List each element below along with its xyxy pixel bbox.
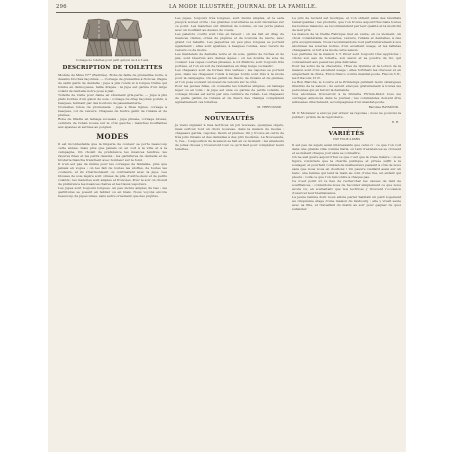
modes-paragraph: Les jupes, toujours très longues, sont moins amples, et le sera jusqu’à nouvel ordre ; les grandes couturières se sont déclarées sur ce point. Les manches ont diminué de volume, on les porte plates avec un bouffant au-dessus du coude. <box>175 16 284 32</box>
nouveautes-signature: Baronne RAYMOND. <box>368 105 399 109</box>
description-paragraph: Robe de fillette en lainage écossais ; jupe plissée, corsage blousé, ceinture de ruban nouée sur le côté gauche ; manches bouffantes aux épaules et serrées au poignet. <box>58 117 167 130</box>
column-3 <box>292 16 401 211</box>
figure-caption: Corsage de toilettes pour petit garçon de 4 à 5 ans. <box>75 58 150 62</box>
costume-left <box>83 19 113 56</box>
nouveautes-paragraph: Pour les soins de la chevelure, l’Eau de Quinine et la Lotion de la maison sont d’un excellent usage ; elles fortifient les cheveux et en empêchent la chute. Envoi franco contre mandat-poste. Flacon 3 fr., les 6 flacons 15 fr. <box>292 64 401 80</box>
varietes-paragraph: Ce n’est point ici le lieu de rechercher les causes de tant de souffrances ; contentons-nous de raconter simplement ce que nous avons vu, en souhaitant que nos lectrices y trouvent l’occasion d’exercer leur bienfaisance. <box>292 179 401 195</box>
modes-paragraph: Il n’en est pas de même pour les corsages de fantaisie, plus que jamais en vogue ; on les fait de toutes les étoffes, de toutes les couleurs, et ils s’harmonisent ou contrastent avec la jupe. Les blouses de soie légère sont ornées de plis, d’entre-deux et de petits volants ; les manches sont amples et froncées. Pour le soir on choisit de préférence les nuances claires et les tissus vaporeux. <box>58 162 167 187</box>
description-paragraph: Nouvelles robes de promenade : jupe à fines lignes, corsage à basques, col de velours. Chapeau de feutre garni de rubans et de plumes. <box>58 105 167 118</box>
nouveautes-paragraph: Le prix de revient est modique, et l’on obtient ainsi des résultats remarquables ; les produits, que l’on trouve aujourd’hui dans toutes les bonnes maisons, se recommandent par leur qualité et la modicité de leur prix. <box>292 16 401 32</box>
nouveautes-paragraph: Je viens signaler à mes lectrices un joli nouveau, quelques objets, mais surtout tout un choix nouveau, dans la maison de modes : chapeaux garnis, capotes, fleurs et plumes. On y trouve en outre de très jolis rubans et des dentelles à des prix modérés. La Nouveauté, 5, rue... L’exposition de la saison se fait en ce moment ; les amateurs de jolies choses y trouveront tout ce qu’il faut pour compléter leurs toilettes. <box>175 123 284 151</box>
modes-paragraph: Les mantelets de dentelle noire et de soie, garnis de ruches et de jais, sont réservés aux dames âgées ; on les double de soie de couleur. Les capes courtes plissées, à col Médicis, sont toujours très portées, et l’on en voit de ravissantes en drap beige ou mastic. <box>175 52 284 68</box>
modes-paragraph: Il est incontestable que la lingerie de couleur se porte beaucoup cette année, mais plus que jamais on en voit à la ville et à la campagne. On choisit de préférence les nuances tendres, les rayures fines et les petits dessins ; les garnitures de dentelle et de broderie blanche tranchent avec bonheur sur le fond. <box>58 142 167 163</box>
modes-paragraph: Les chapeaux sont de formes très variées ; les capotes se portent peu, mais les chapeaux ronds à larges bords sont très à la mode pour la campagne. On les garnit de fleurs, de rubans et de plumes, et l’on pose souvent un nœud de velours sur le côté. <box>175 68 284 84</box>
section-divider <box>332 127 362 128</box>
varietes-subtitle: UNE FOLIE À PARIS <box>332 138 361 141</box>
varietes-paragraph: La jeune femme dont nous allons parler habitait un petit logement au cinquième étage d’une maison du faubourg ; elle y vivait seule avec sa fille, et travaillait du matin au soir pour gagner de quoi subsister. <box>292 195 401 211</box>
children-costumes-engraving <box>82 16 144 58</box>
nouveautes-paragraph: La maison de la Vieille Fabrique met en vente, en ce moment, un choix considérable de soieries, velours, rubans et dentelles, à des prix exceptionnels. Nous recommandons tout particulièrement à nos abonnées les soieries noires, d’un excellent usage, et les taffetas changeants, si fort à la mode cette saison. <box>292 32 401 52</box>
description-paragraph: Toilette de visite pour dame en vêtement gris-perle. — Jupe à plis plats bordée d’un galon de soie ; corsage de drap façonné pointu, à basques, fermant par des boutons de passementerie. <box>58 93 167 106</box>
varietes-paragraph: On ne sait guère aujourd’hui ce que c’est que la vraie misère ; on se figure volontiers que la charité publique et privée suffit à la soulager, et pourtant combien de malheureux passent à côté de nous sans que nous nous en doutions ! Un pauvre vieillard assis sur un banc, une femme qui tend la main au coin d’une rue, un enfant qui pleure : voilà ce que l’on rencontre à chaque pas. <box>292 155 401 179</box>
modes-paragraph: Les paletots courts sont très en faveur ; on les fait en drap de nuances claires, ornés de piqûres et de boutons de nacre, avec grand col rabattu. Les jaquettes un peu plus longues se portent également ; elles sont ajustées, à basques rondes, avec revers de velours ou de moire. <box>175 32 284 52</box>
costume-right <box>112 19 142 56</box>
modes-signature: M. TRÉFOUSSE. <box>257 105 282 109</box>
correspondence-note: M. P. Monsieur a envoyé par erreur sa réponse ; nous ne pouvons la publier ; prière de la reproduire. <box>292 111 401 119</box>
varietes-heading: VARIÉTÉS <box>328 131 365 137</box>
section-divider <box>215 112 245 113</box>
description-heading: DESCRIPTION DE TOILETTES <box>62 65 163 72</box>
nouveautes-paragraph: Nos abonnées trouveront à la librairie Firmin-Didot tous les ouvrages annoncés dans le journal ; les commandes doivent être adressées directement, accompagnées d’un mandat-poste. <box>292 92 401 104</box>
nouveautes-paragraph: Les parfums de la maison L.T. Piver sont toujours très appréciés ; citons son eau de toilette, son savon et sa poudre de riz, qui conviennent aux peaux les plus délicates. <box>292 52 401 64</box>
running-title: LA MODE ILLUSTRÉE, JOURNAL DE LA FAMILLE. <box>168 4 318 10</box>
modes-paragraph: Pour les jeunes filles, on conseille les toilettes simples, en lainage léger ou en toile ; la jupe est unie ou garnie de petits volants, le corsage blousé est serré par une ceinture de ruban. Les chapeaux de paille garnis de rubans et de fleurs des champs complètent agréablement ces toilettes. <box>175 84 284 104</box>
varietes-paragraph: Il est peu de sujets aussi intéressants que celui-ci : ce que l’on voit dans une grande ville comme Paris, où tant d’existences se croisent et se mêlent chaque jour sans se connaître. <box>292 143 401 155</box>
header-rule <box>56 12 400 13</box>
modes-heading: MODES <box>96 132 129 142</box>
note-signature: E. R. <box>391 120 399 124</box>
column-2 <box>175 16 284 151</box>
page-number: 296 <box>56 4 67 10</box>
description-paragraph: Modèle de Mme N** (Rentrée). Robe de faille de grenadine noire, à dessins brochés façonnés. — Corsage de grenadine à fronces. Pagne de satin garni de dentelle ; jupe à plis ronds et à longue traîne qui tombe en demi-queue, taille drapée ; la jupe est garnie d’un large volant de dentelle noire posé à plat. <box>58 73 167 94</box>
nouveautes-heading: NOUVEAUTÉS <box>204 116 255 122</box>
nouveautes-paragraph: Le Bon Marché, le Louvre et le Printemps publient leurs catalogues illustrés de la saison ; ils seront envoyés gratuitement à toutes les personnes qui en feront la demande. <box>292 80 401 92</box>
column-1 <box>58 16 167 198</box>
modes-paragraph: Les jupes sont toujours longues, un peu moins amples du bas ; les garnitures se posent en tablier ou en biais. Nous voyons encore beaucoup de jupes unies, sans autre ornement que des piqûres. <box>58 186 167 199</box>
